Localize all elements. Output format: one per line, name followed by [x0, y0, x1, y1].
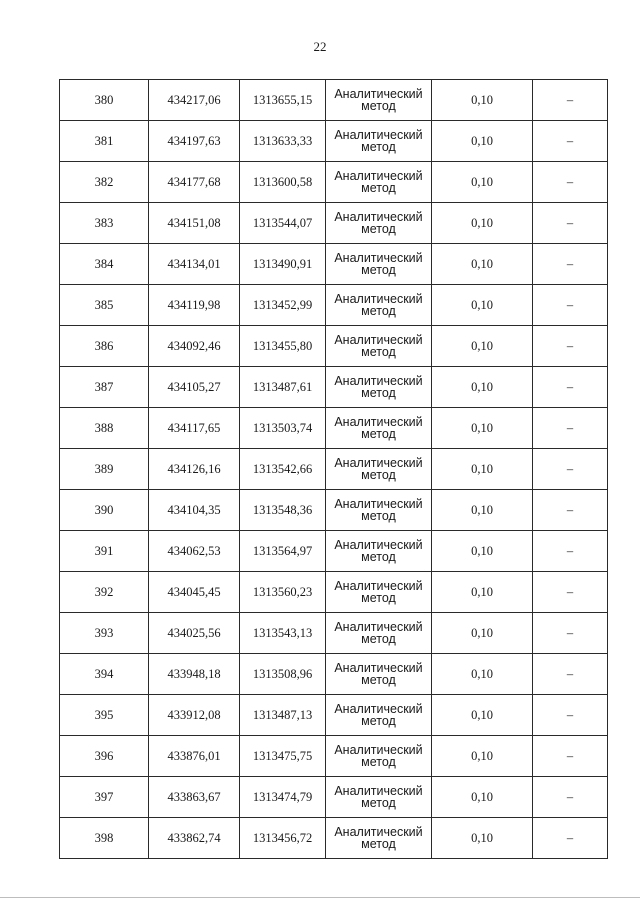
x-coordinate-cell: 434217,06 [149, 80, 240, 121]
x-coordinate-cell: 433862,74 [149, 818, 240, 859]
method-label-line1: Аналитический [334, 619, 423, 634]
x-coordinate-cell: 433912,08 [149, 695, 240, 736]
method-cell [326, 777, 432, 818]
accuracy-cell: 0,10 [432, 695, 533, 736]
note-cell: – [533, 80, 608, 121]
method-label-line1: Аналитический [334, 537, 423, 552]
method-label-line2: метод [361, 632, 396, 646]
method-cell [326, 285, 432, 326]
method-cell [326, 244, 432, 285]
table-row [60, 80, 608, 121]
y-coordinate-cell: 1313542,66 [240, 449, 326, 490]
accuracy-cell: 0,10 [432, 285, 533, 326]
method-cell [326, 121, 432, 162]
accuracy-cell: 0,10 [432, 326, 533, 367]
x-coordinate-cell: 434197,63 [149, 121, 240, 162]
x-coordinate-cell: 434119,98 [149, 285, 240, 326]
method-label-line2: метод [361, 345, 396, 359]
method-label-line1: Аналитический [334, 373, 423, 388]
method-cell [326, 695, 432, 736]
point-number-cell: 397 [60, 777, 149, 818]
table-row [60, 121, 608, 162]
y-coordinate-cell: 1313474,79 [240, 777, 326, 818]
method-cell [326, 654, 432, 695]
note-cell: – [533, 367, 608, 408]
method-label-line1: Аналитический [334, 578, 423, 593]
method-label-line2: метод [361, 673, 396, 687]
point-number-cell: 398 [60, 818, 149, 859]
table-row [60, 367, 608, 408]
point-number-cell: 380 [60, 80, 149, 121]
page-number: 22 [313, 39, 327, 54]
x-coordinate-cell: 434117,65 [149, 408, 240, 449]
method-label-line1: Аналитический [334, 209, 423, 224]
method-label-line2: метод [361, 755, 396, 769]
method-label-line1: Аналитический [334, 701, 423, 716]
method-label-line2: метод [361, 796, 396, 810]
x-coordinate-cell: 433863,67 [149, 777, 240, 818]
y-coordinate-cell: 1313487,61 [240, 367, 326, 408]
table-row [60, 162, 608, 203]
method-cell [326, 408, 432, 449]
method-label-line2: метод [361, 140, 396, 154]
x-coordinate-cell: 434151,08 [149, 203, 240, 244]
coordinates-table [59, 79, 608, 859]
accuracy-cell: 0,10 [432, 121, 533, 162]
x-coordinate-cell: 434105,27 [149, 367, 240, 408]
method-label-line1: Аналитический [334, 168, 423, 183]
y-coordinate-cell: 1313560,23 [240, 572, 326, 613]
method-label-line1: Аналитический [334, 250, 423, 265]
method-cell [326, 572, 432, 613]
method-label-line2: метод [361, 427, 396, 441]
table-row [60, 449, 608, 490]
y-coordinate-cell: 1313544,07 [240, 203, 326, 244]
accuracy-cell: 0,10 [432, 162, 533, 203]
method-label-line1: Аналитический [334, 660, 423, 675]
x-coordinate-cell: 434104,35 [149, 490, 240, 531]
table-row [60, 695, 608, 736]
y-coordinate-cell: 1313475,75 [240, 736, 326, 777]
method-label-line2: метод [361, 386, 396, 400]
point-number-cell: 382 [60, 162, 149, 203]
accuracy-cell: 0,10 [432, 654, 533, 695]
accuracy-cell: 0,10 [432, 531, 533, 572]
note-cell: – [533, 613, 608, 654]
point-number-cell: 388 [60, 408, 149, 449]
method-label-line2: метод [361, 181, 396, 195]
x-coordinate-cell: 433876,01 [149, 736, 240, 777]
method-label-line1: Аналитический [334, 496, 423, 511]
point-number-cell: 390 [60, 490, 149, 531]
x-coordinate-cell: 434177,68 [149, 162, 240, 203]
accuracy-cell: 0,10 [432, 818, 533, 859]
point-number-cell: 391 [60, 531, 149, 572]
method-label-line1: Аналитический [334, 455, 423, 470]
table-row [60, 654, 608, 695]
y-coordinate-cell: 1313503,74 [240, 408, 326, 449]
accuracy-cell: 0,10 [432, 613, 533, 654]
note-cell: – [533, 490, 608, 531]
note-cell: – [533, 203, 608, 244]
method-label-line1: Аналитический [334, 127, 423, 142]
point-number-cell: 381 [60, 121, 149, 162]
y-coordinate-cell: 1313490,91 [240, 244, 326, 285]
x-coordinate-cell: 434092,46 [149, 326, 240, 367]
accuracy-cell: 0,10 [432, 203, 533, 244]
point-number-cell: 395 [60, 695, 149, 736]
y-coordinate-cell: 1313600,58 [240, 162, 326, 203]
accuracy-cell: 0,10 [432, 777, 533, 818]
method-label-line1: Аналитический [334, 291, 423, 306]
method-label-line2: метод [361, 714, 396, 728]
table-row [60, 244, 608, 285]
x-coordinate-cell: 433948,18 [149, 654, 240, 695]
y-coordinate-cell: 1313456,72 [240, 818, 326, 859]
method-cell [326, 531, 432, 572]
method-cell [326, 613, 432, 654]
y-coordinate-cell: 1313633,33 [240, 121, 326, 162]
method-label-line2: метод [361, 304, 396, 318]
table-row [60, 572, 608, 613]
y-coordinate-cell: 1313508,96 [240, 654, 326, 695]
y-coordinate-cell: 1313487,13 [240, 695, 326, 736]
note-cell: – [533, 654, 608, 695]
x-coordinate-cell: 434126,16 [149, 449, 240, 490]
table-row [60, 285, 608, 326]
method-label-line1: Аналитический [334, 86, 423, 101]
method-label-line1: Аналитический [334, 783, 423, 798]
method-cell [326, 449, 432, 490]
point-number-cell: 389 [60, 449, 149, 490]
note-cell: – [533, 244, 608, 285]
table-row [60, 777, 608, 818]
coordinates-table-body [60, 80, 608, 859]
method-label-line1: Аналитический [334, 742, 423, 757]
table-row [60, 736, 608, 777]
note-cell: – [533, 449, 608, 490]
method-cell [326, 80, 432, 121]
y-coordinate-cell: 1313455,80 [240, 326, 326, 367]
method-cell [326, 162, 432, 203]
y-coordinate-cell: 1313543,13 [240, 613, 326, 654]
method-cell [326, 367, 432, 408]
point-number-cell: 387 [60, 367, 149, 408]
point-number-cell: 383 [60, 203, 149, 244]
accuracy-cell: 0,10 [432, 80, 533, 121]
note-cell: – [533, 408, 608, 449]
method-label-line2: метод [361, 837, 396, 851]
y-coordinate-cell: 1313548,36 [240, 490, 326, 531]
accuracy-cell: 0,10 [432, 736, 533, 777]
point-number-cell: 392 [60, 572, 149, 613]
method-cell [326, 203, 432, 244]
method-label-line1: Аналитический [334, 332, 423, 347]
note-cell: – [533, 818, 608, 859]
method-label-line2: метод [361, 99, 396, 113]
point-number-cell: 384 [60, 244, 149, 285]
point-number-cell: 393 [60, 613, 149, 654]
method-label-line1: Аналитический [334, 824, 423, 839]
note-cell: – [533, 572, 608, 613]
accuracy-cell: 0,10 [432, 490, 533, 531]
method-label-line2: метод [361, 263, 396, 277]
note-cell: – [533, 531, 608, 572]
point-number-cell: 396 [60, 736, 149, 777]
table-row [60, 408, 608, 449]
accuracy-cell: 0,10 [432, 449, 533, 490]
y-coordinate-cell: 1313564,97 [240, 531, 326, 572]
note-cell: – [533, 162, 608, 203]
note-cell: – [533, 326, 608, 367]
accuracy-cell: 0,10 [432, 408, 533, 449]
point-number-cell: 385 [60, 285, 149, 326]
table-row [60, 531, 608, 572]
x-coordinate-cell: 434025,56 [149, 613, 240, 654]
table-row [60, 203, 608, 244]
table-row [60, 613, 608, 654]
y-coordinate-cell: 1313655,15 [240, 80, 326, 121]
accuracy-cell: 0,10 [432, 572, 533, 613]
note-cell: – [533, 736, 608, 777]
note-cell: – [533, 121, 608, 162]
method-label-line2: метод [361, 509, 396, 523]
method-label-line2: метод [361, 468, 396, 482]
note-cell: – [533, 695, 608, 736]
method-label-line2: метод [361, 222, 396, 236]
accuracy-cell: 0,10 [432, 367, 533, 408]
scan-edge-line [0, 897, 640, 898]
table-row [60, 818, 608, 859]
x-coordinate-cell: 434134,01 [149, 244, 240, 285]
point-number-cell: 394 [60, 654, 149, 695]
method-label-line2: метод [361, 550, 396, 564]
method-cell [326, 326, 432, 367]
accuracy-cell: 0,10 [432, 244, 533, 285]
method-cell [326, 490, 432, 531]
x-coordinate-cell: 434045,45 [149, 572, 240, 613]
point-number-cell: 386 [60, 326, 149, 367]
x-coordinate-cell: 434062,53 [149, 531, 240, 572]
method-label-line1: Аналитический [334, 414, 423, 429]
note-cell: – [533, 285, 608, 326]
method-label-line2: метод [361, 591, 396, 605]
table-row [60, 326, 608, 367]
note-cell: – [533, 777, 608, 818]
method-cell [326, 818, 432, 859]
method-cell [326, 736, 432, 777]
y-coordinate-cell: 1313452,99 [240, 285, 326, 326]
table-row [60, 490, 608, 531]
